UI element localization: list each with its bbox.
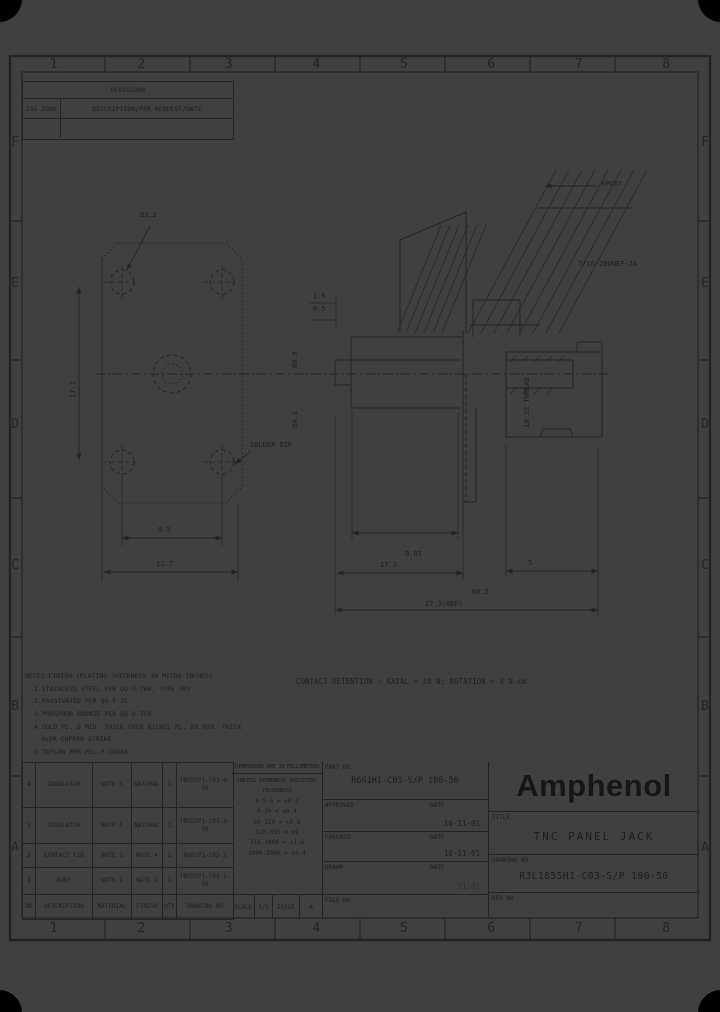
zone-label: 5	[399, 921, 408, 936]
zone-label: 6	[487, 921, 496, 936]
revisions-cell-empty	[61, 119, 233, 138]
dim-pin-dia: Ø0.9	[291, 351, 299, 368]
amphenol-logo: Amphenol	[516, 768, 672, 803]
file-no-label: FILE NO.	[325, 897, 354, 904]
title-block-left	[322, 762, 489, 918]
checked-label: CHECKED	[325, 834, 351, 841]
drawn-row	[322, 862, 488, 895]
note-3: 3.PHOSPHOR BRONZE PER QQ-B-750	[34, 710, 152, 719]
epoxy-note: EPOXY	[601, 180, 623, 188]
parts-cell-description: INSULATOR	[36, 808, 93, 844]
bore-thread-callout: 10-32 THREAD	[523, 377, 531, 428]
file-no-row	[322, 895, 488, 917]
issue-label: ISSUE	[273, 895, 300, 919]
note-5: 5.TEFLON PER MIL-P-19468	[34, 748, 128, 757]
dim-body-len-tol: 0.05	[405, 550, 422, 558]
parts-cell-qty: 1	[163, 763, 177, 808]
zone-label: 1	[49, 921, 58, 936]
notes-header: NOTES:FINISH (PLATING THICKNESS IN MICRO-INCHES)	[25, 672, 213, 680]
parts-cell-qty: 1	[163, 868, 177, 895]
parts-cell-material: NOTE 1	[93, 868, 132, 895]
checked-date: 10-11-01	[443, 849, 480, 858]
rev-no-label: REV NO	[492, 895, 514, 902]
dim-corner-radius: R0.5	[472, 588, 489, 596]
brand-row	[489, 762, 699, 812]
parts-header-drawing-no: DRAWING NO	[186, 903, 224, 911]
revisions-table	[22, 81, 234, 140]
zone-columns-top	[10, 57, 710, 74]
tolerance-header-line3: TOLERANCES	[261, 788, 293, 795]
part-no-label: PART NO.	[325, 764, 354, 771]
drawn-date: 11-01	[457, 882, 480, 891]
dim-body-len: 17.3	[380, 561, 397, 569]
parts-cell-finish: NATURAL	[132, 808, 163, 844]
tolerance-row: 1000-2000 = ±2.4	[248, 849, 306, 857]
parts-cell-drawing-no: R661P1-C03-2	[177, 844, 233, 868]
scale-value: 3/1	[255, 895, 273, 919]
zone-label: B	[701, 699, 709, 714]
tolerance-row: 315-1000 = ±1.6	[249, 839, 305, 847]
drawn-label: DRAWN	[325, 864, 344, 871]
zone-columns-bottom	[10, 921, 710, 938]
scale-issue-strip	[232, 894, 323, 919]
parts-cell-no: 2	[23, 844, 36, 868]
dim-tip-a: 1.6	[313, 292, 326, 300]
parts-cell-finish: NOTE 2	[132, 868, 163, 895]
zone-label: 2	[137, 921, 146, 936]
parts-cell-material: NOTE 5	[93, 763, 132, 808]
note-2: 2.PASSIVATED PER QQ-P-35	[34, 697, 128, 706]
parts-cell-finish: NATURAL	[132, 763, 163, 808]
date-label: DATE	[430, 802, 445, 809]
dim-flange-height: 17.1	[69, 381, 77, 398]
parts-header-no: NO	[23, 895, 36, 919]
zone-label: D	[11, 417, 19, 432]
date-label: DATE	[430, 864, 445, 871]
notes-block	[25, 670, 275, 759]
parts-cell-drawing-no: T8551P1-C03-4-50	[177, 763, 233, 808]
zone-label: 2	[137, 57, 146, 72]
zone-rows-right	[699, 72, 711, 918]
coupling-thread-callout: 7/16-28UNEF-2A	[578, 260, 638, 268]
drawing-no-row	[489, 855, 699, 893]
revisions-col-description: DESCRIPTION/PER REQUEST/DATE	[92, 104, 202, 113]
parts-cell-no: 1	[23, 868, 36, 895]
solder-dip-note: SOLDER DIP	[250, 441, 293, 449]
zone-label: F	[701, 135, 709, 150]
zone-label: E	[701, 276, 709, 291]
zone-rows-left	[9, 72, 21, 918]
dim-flange-hole-dia: Ø2.2	[140, 211, 157, 219]
drawing-title: TNC PANEL JACK	[533, 830, 655, 843]
part-no-value: R661H1-C03-S/P 100-50	[351, 776, 459, 786]
title-block-right	[488, 762, 699, 918]
approved-date: 10-11-01	[443, 819, 480, 828]
revisions-cell-empty	[23, 119, 61, 138]
revisions-col-iss-zone: ISS ZONE	[23, 99, 61, 118]
tolerance-units-header: DIMENSIONS ARE IN MILLIMETERS	[232, 762, 322, 774]
zone-label: D	[701, 417, 709, 432]
title-label: TITLE	[492, 814, 511, 821]
zone-label: C	[701, 558, 709, 573]
zone-label: 7	[574, 57, 583, 72]
zone-label: E	[11, 276, 19, 291]
parts-cell-qty: 1	[163, 844, 177, 868]
tolerance-header-line2: UNLESS OTHERWISE SPECIFIED	[237, 777, 317, 784]
approved-row	[322, 800, 488, 832]
dim-flange-hole-spacing: 9.5	[158, 526, 171, 534]
date-label: DATE	[430, 834, 445, 841]
section-hatching	[397, 170, 647, 333]
zone-label: 1	[49, 57, 58, 72]
parts-cell-no: 4	[23, 763, 36, 808]
revisions-title: REVISIONS	[23, 82, 233, 99]
parts-cell-finish: NOTE 4	[132, 844, 163, 868]
tolerance-row: 120-315 = ±1	[255, 829, 299, 837]
parts-header-description: DESCRIPTION	[36, 895, 93, 919]
note-4: 4.GOLD PL. 6 MIN. THICK OVER NICKEL PL. 50 MIN. THICK	[34, 722, 242, 731]
zone-label: 4	[312, 57, 321, 72]
parts-cell-description: BODY	[36, 868, 93, 895]
parts-header-qty: QTY	[163, 895, 177, 919]
parts-list-table	[22, 762, 234, 920]
tolerance-block	[232, 762, 323, 894]
issue-value: A	[309, 903, 313, 911]
zone-label: 8	[662, 921, 671, 936]
parts-cell-description: CONTACT PIN	[36, 844, 93, 868]
part-no-row	[322, 762, 488, 800]
note-1: 1.STAINLESS STEEL PER QQ-S-764, TYPE 303	[34, 684, 191, 693]
parts-cell-material: NOTE 3	[93, 844, 132, 868]
parts-cell-no: 3	[23, 808, 36, 844]
tolerance-row: 30-120 = ±0.6	[253, 818, 301, 826]
zone-label: 8	[662, 57, 671, 72]
parts-cell-drawing-no: T8551P1-C03-3-50	[177, 808, 233, 844]
tolerance-row: 0.5-6 = ±0.2	[255, 797, 299, 805]
zone-label: A	[11, 840, 19, 855]
approved-label: APPROVED	[325, 802, 354, 809]
zone-label: 7	[574, 921, 583, 936]
zone-label: C	[11, 558, 19, 573]
zone-label: F	[11, 135, 19, 150]
title-row	[489, 812, 699, 855]
parts-cell-qty: 1	[163, 808, 177, 844]
zone-label: A	[701, 840, 709, 855]
zone-label: 4	[312, 921, 321, 936]
rev-no-row	[489, 893, 699, 917]
drawing-no-value: RJL1855H1-C03-S/P 100-50	[519, 871, 669, 882]
tolerance-row: 6-30 = ±0.4	[257, 808, 297, 816]
zone-label: 6	[487, 57, 496, 72]
checked-row	[322, 832, 488, 862]
parts-header-finish: FINISH	[132, 895, 163, 919]
note-4-continued: OVER COPPER STRIKE	[41, 735, 112, 744]
zone-label: 3	[224, 921, 233, 936]
drawing-no-label: DRAWING NO	[492, 857, 529, 864]
zone-label: 5	[399, 57, 408, 72]
zone-label: 3	[224, 57, 233, 72]
dim-overall-len: 27.3(REF)	[425, 600, 463, 608]
dim-tip-b: 0.5	[313, 305, 326, 313]
dim-rear-len: 5	[528, 559, 533, 567]
contact-retention-note: CONTACT RETENTION : AXIAL > 28 N; ROTATION > 3 N-cm	[296, 677, 527, 686]
parts-header-material: MATERIAL	[93, 895, 132, 919]
scale-label: SCALE	[232, 895, 255, 919]
parts-cell-description: INSULATOR	[36, 763, 93, 808]
dim-flange-width: 12.7	[156, 560, 173, 568]
parts-cell-material: NOTE 5	[93, 808, 132, 844]
parts-cell-drawing-no: T8551P1-C03-1-50	[177, 868, 233, 895]
dimension-lines	[79, 186, 598, 610]
zone-label: B	[11, 699, 19, 714]
dim-insulator-dia: Ø4.1	[291, 411, 299, 428]
